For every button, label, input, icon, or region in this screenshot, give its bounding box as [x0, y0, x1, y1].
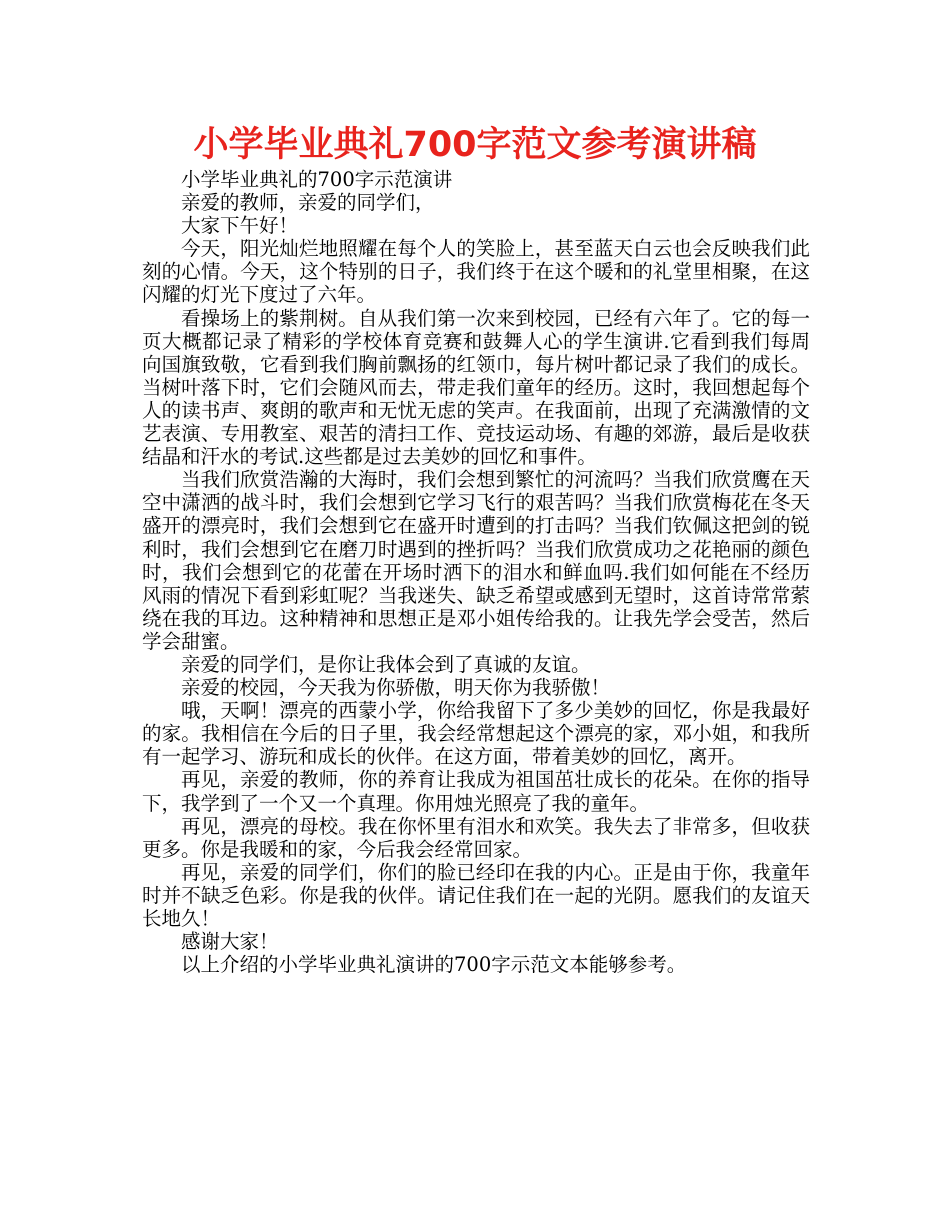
paragraph-farewell-school: 再见，漂亮的母校。我在你怀里有泪水和欢笑。我失去了非常多，但收获更多。你是我暖和的家，今后我会经常回家。 — [142, 814, 810, 861]
paragraph-greeting: 大家下午好！ — [181, 214, 299, 238]
document-body — [142, 168, 810, 976]
paragraph-subtitle: 小学毕业典礼的700字示范演讲 — [181, 168, 453, 191]
paragraph-today: 今天，阳光灿烂地照耀在每个人的笑脸上，甚至蓝天白云也会反映我们此刻的心情。今天，这个特别的日子，我们终于在这个暖和的礼堂里相聚，在这闪耀的灯光下度过了六年。 — [142, 237, 810, 307]
paragraph-closing-note: 以上介绍的小学毕业典礼演讲的700字示范文本能够参考。 — [181, 953, 687, 977]
paragraph-thanks: 感谢大家！ — [181, 930, 279, 954]
paragraph-salutation: 亲爱的教师，亲爱的同学们， — [181, 191, 435, 215]
paragraph-classmates: 亲爱的同学们，是你让我体会到了真诚的友谊。 — [181, 652, 591, 676]
paragraph-farewell-classmates: 再见，亲爱的同学们，你们的脸已经印在我的内心。正是由于你，我童年时并不缺乏色彩。你是我的伙伴。请记住我们在一起的光阴。愿我们的友谊天长地久！ — [142, 860, 810, 930]
paragraph-campus: 亲爱的校园，今天我为你骄傲，明天你为我骄傲！ — [181, 676, 611, 700]
paragraph-school: 哦，天啊！漂亮的西蒙小学，你给我留下了多少美妙的回忆，你是我最好的家。我相信在今后的日子里，我会经常想起这个漂亮的家，邓小姐，和我所有一起学习、游玩和成长的伙伴。在这方面，带着美妙的回忆，离开。 — [142, 699, 810, 769]
paragraph-farewell-teacher: 再见，亲爱的教师，你的养育让我成为祖国茁壮成长的花朵。在你的指导下，我学到了一个又一个真理。你用烛光照亮了我的童年。 — [142, 768, 810, 815]
paragraph-reflection: 当我们欣赏浩瀚的大海时，我们会想到繁忙的河流吗？当我们欣赏鹰在天空中潇洒的战斗时，我们会想到它学习飞行的艰苦吗？当我们欣赏梅花在冬天盛开的漂亮时，我们会想到它在盛开时遭到的打击吗？当我们钦佩这把剑的锐利时，我们会想到它在磨刀时遇到的挫折吗？当我们欣赏成功之花艳丽的颜色时，我们会想到它的花蕾在开场时洒下的泪水和鲜血吗.我们如何能在不经历风雨的情况下看到彩虹呢？当我迷失、缺乏希望或感到无望时，这首诗常常萦绕在我的耳边。这种精神和思想正是邓小姐传给我的。让我先学会受苦，然后学会甜蜜。 — [142, 468, 810, 653]
paragraph-bauhinia-tree: 看操场上的紫荆树。自从我们第一次来到校园，已经有六年了。它的每一页大概都记录了精彩的学校体育竞赛和鼓舞人心的学生演讲.它看到我们每周向国旗致敬，它看到我们胸前飘扬的红领巾，每片树叶都记录了我们的成长。当树叶落下时，它们会随风而去，带走我们童年的经历。这时，我回想起每个人的读书声、爽朗的歌声和无忧无虑的笑声。在我面前，出现了充满激情的文艺表演、专用教室、艰苦的清扫工作、竞技运动场、有趣的郊游，最后是收获结晶和汗水的考试.这些都是过去美妙的回忆和事件。 — [142, 306, 810, 469]
document-title: 小学毕业典礼700字范文参考演讲稿 — [193, 125, 757, 165]
